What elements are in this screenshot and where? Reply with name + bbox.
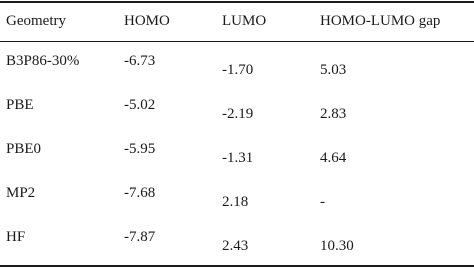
table-top-rule xyxy=(0,1,474,3)
cell-geometry: PBE xyxy=(6,97,34,113)
cell-lumo: 2.18 xyxy=(222,194,249,210)
cell-gap: 2.83 xyxy=(320,106,347,122)
cell-homo: -7.87 xyxy=(124,229,156,245)
cell-homo: -5.02 xyxy=(124,97,156,113)
cell-gap: 4.64 xyxy=(320,150,347,166)
cell-lumo: 2.43 xyxy=(222,238,249,254)
header-geometry: Geometry xyxy=(6,13,66,29)
table-bottom-rule xyxy=(0,265,474,267)
cell-homo: -5.95 xyxy=(124,141,156,157)
header-homo-lumo-gap: HOMO-LUMO gap xyxy=(320,13,441,29)
cell-homo: -6.73 xyxy=(124,53,156,69)
cell-homo: -7.68 xyxy=(124,185,156,201)
cell-gap: 5.03 xyxy=(320,62,347,78)
cell-gap: - xyxy=(320,194,325,210)
cell-geometry: B3P86-30% xyxy=(6,53,80,69)
header-lumo: LUMO xyxy=(222,13,267,29)
cell-gap: 10.30 xyxy=(320,238,354,254)
cell-geometry: HF xyxy=(6,229,26,245)
cell-lumo: -1.70 xyxy=(222,62,254,78)
table-header-rule xyxy=(0,41,474,42)
cell-geometry: MP2 xyxy=(6,185,36,201)
cell-lumo: -1.31 xyxy=(222,150,254,166)
header-homo: HOMO xyxy=(124,13,170,29)
cell-lumo: -2.19 xyxy=(222,106,254,122)
cell-geometry: PBE0 xyxy=(6,141,42,157)
